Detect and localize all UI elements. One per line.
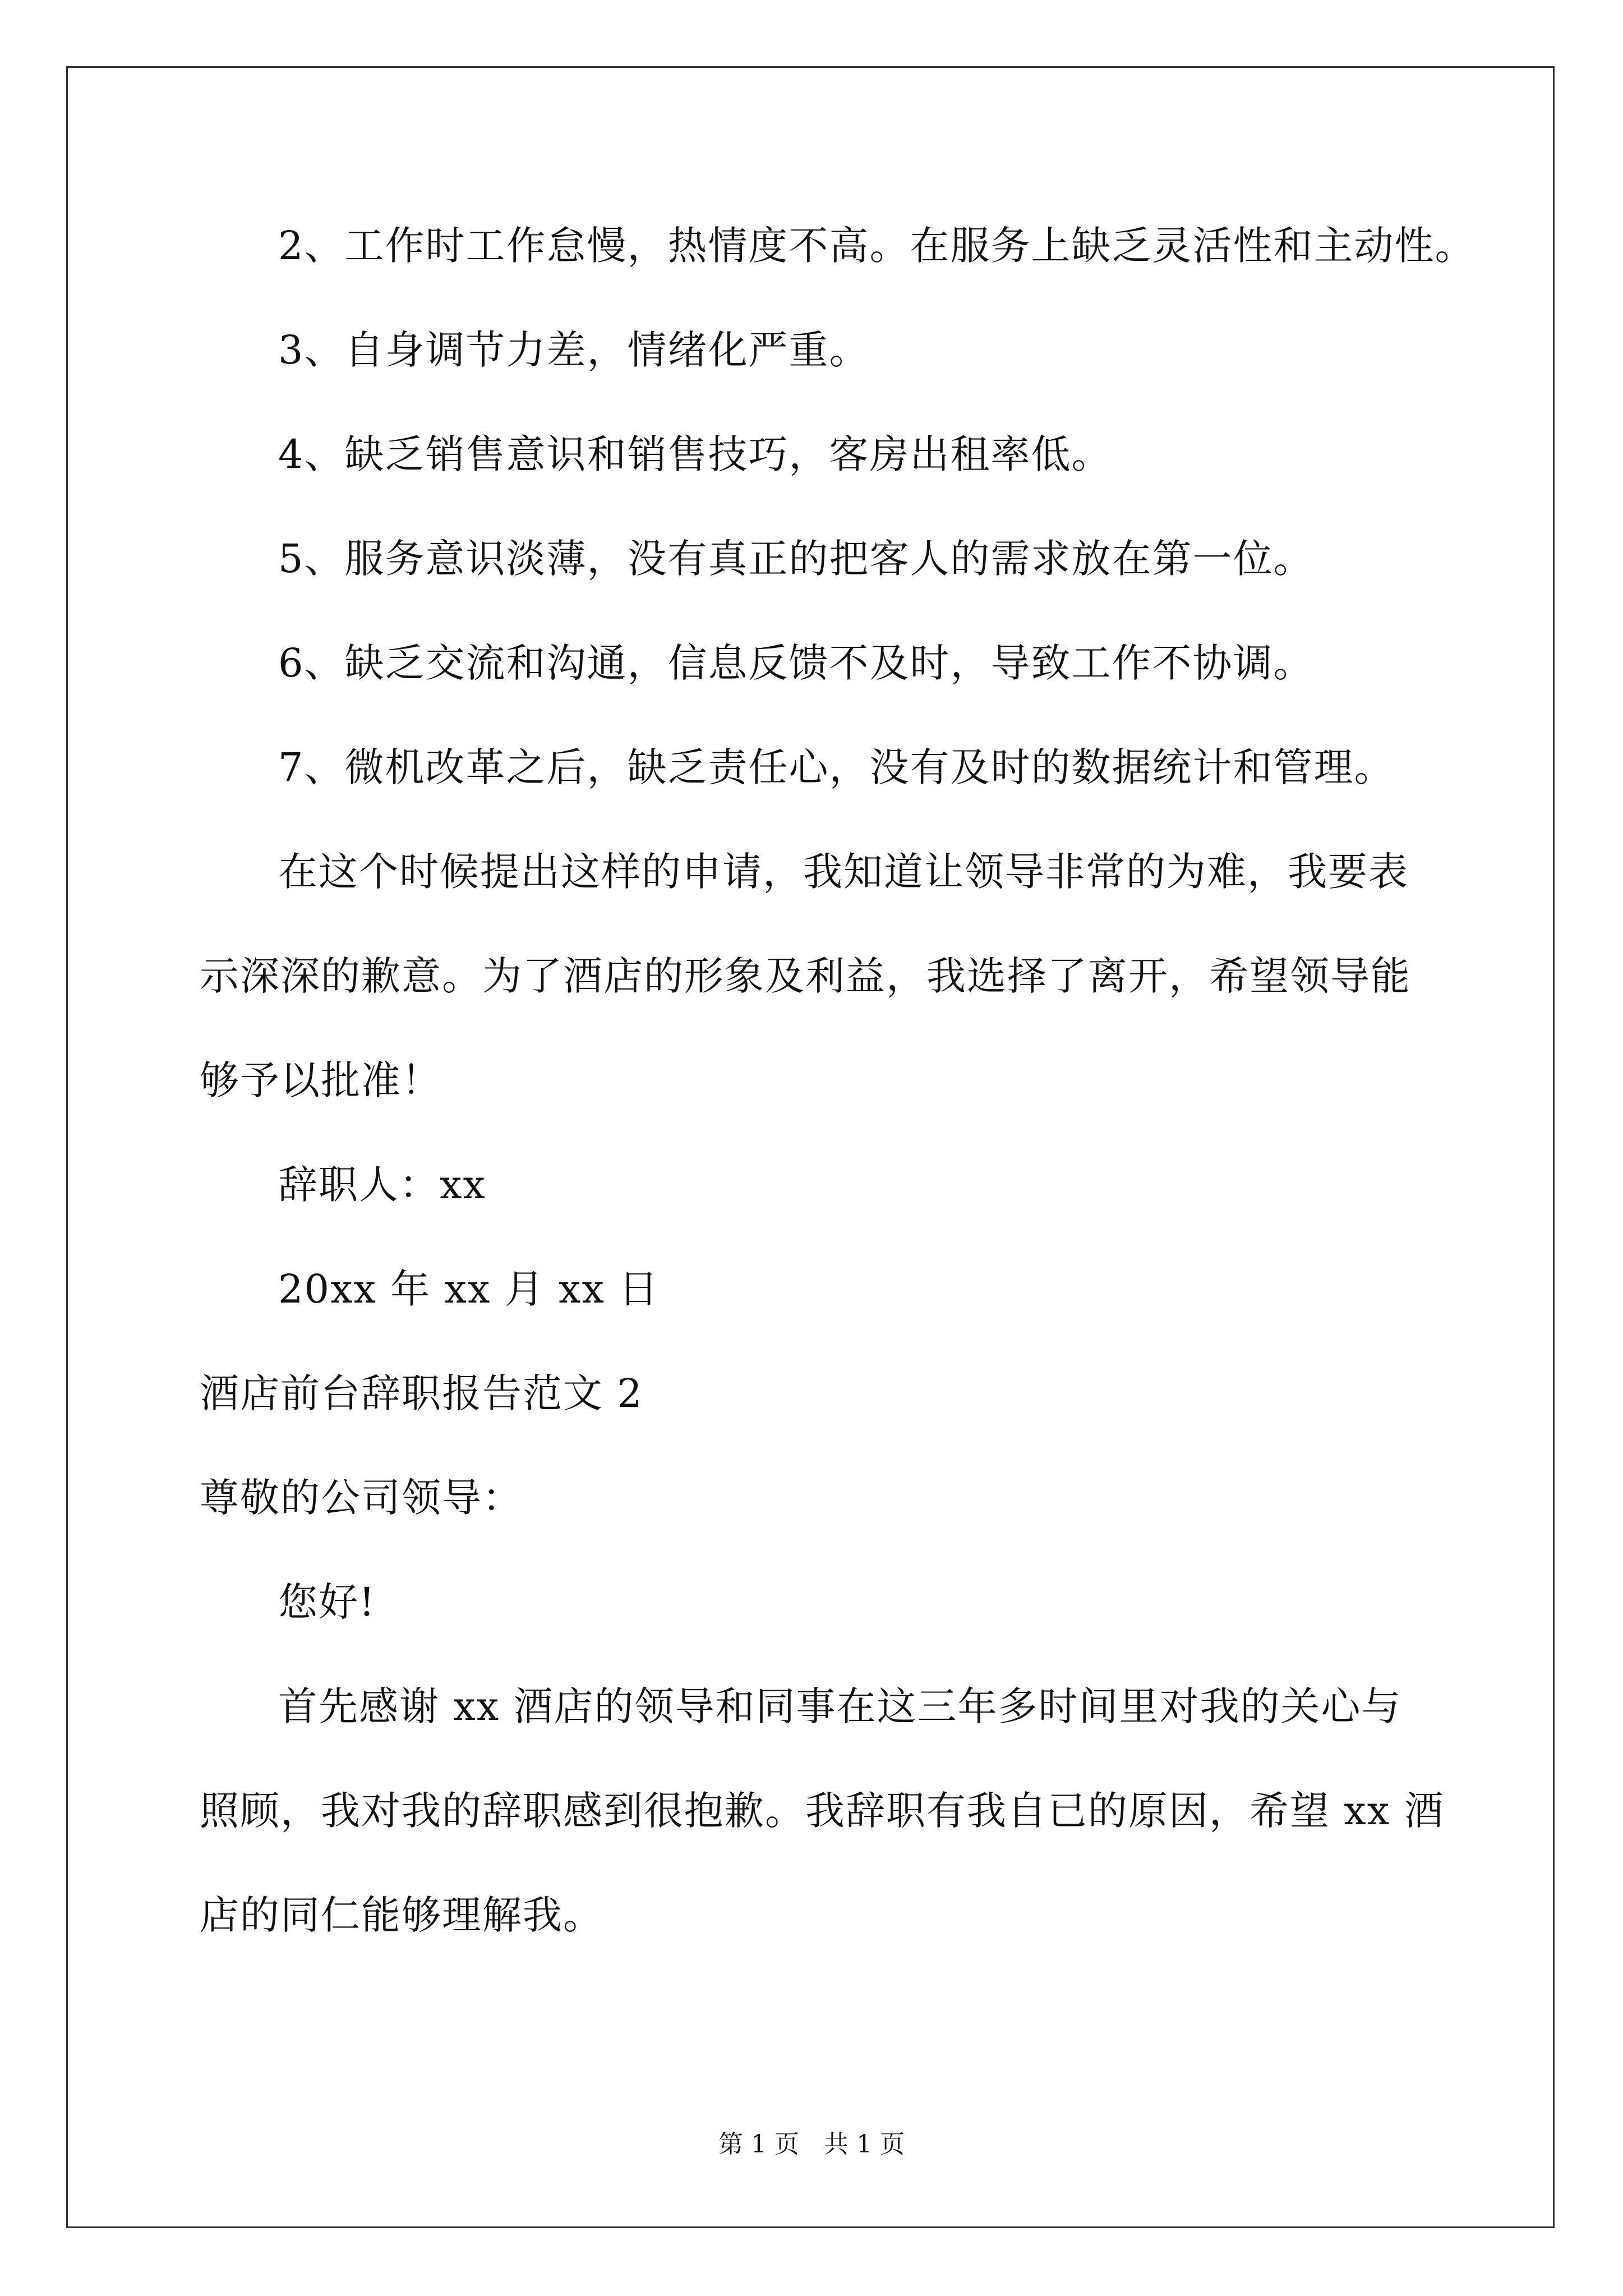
signature-line: 辞职人：xx <box>278 1162 486 1208</box>
page-footer: 第 1 页 共 1 页 <box>718 2130 905 2159</box>
paragraph-line: 首先感谢 xx 酒店的领导和同事在这三年多时间里对我的关心与 <box>278 1683 1402 1729</box>
list-item-6: 6、缺乏交流和沟通，信息反馈不及时，导致工作不协调。 <box>278 640 1314 686</box>
paragraph-line: 照顾，我对我的辞职感到很抱歉。我辞职有我自已的原因，希望 xx 酒 <box>200 1788 1445 1834</box>
salutation: 尊敬的公司领导： <box>200 1475 523 1521</box>
greeting: 您好! <box>278 1579 376 1625</box>
paragraph-line: 在这个时候提出这样的申请，我知道让领导非常的为难，我要表 <box>278 849 1409 895</box>
paragraph-line: 够予以批准！ <box>200 1057 442 1103</box>
section-title: 酒店前台辞职报告范文 2 <box>200 1370 643 1416</box>
paragraph-line: 示深深的歉意。为了酒店的形象及利益，我选择了离开，希望领导能 <box>200 953 1411 999</box>
list-item-7: 7、微机改革之后，缺乏责任心，没有及时的数据统计和管理。 <box>278 744 1395 790</box>
list-item-4: 4、缺乏销售意识和销售技巧，客房出租率低。 <box>278 431 1112 477</box>
list-item-3: 3、自身调节力差，情绪化严重。 <box>278 327 870 373</box>
paragraph-line: 店的同仁能够理解我。 <box>200 1892 603 1938</box>
date-line: 20xx 年 xx 月 xx 日 <box>278 1266 660 1312</box>
list-item-5: 5、服务意识淡薄，没有真正的把客人的需求放在第一位。 <box>278 536 1314 582</box>
list-item-2: 2、工作时工作怠慢，热情度不高。在服务上缺乏灵活性和主动性。 <box>278 223 1476 269</box>
